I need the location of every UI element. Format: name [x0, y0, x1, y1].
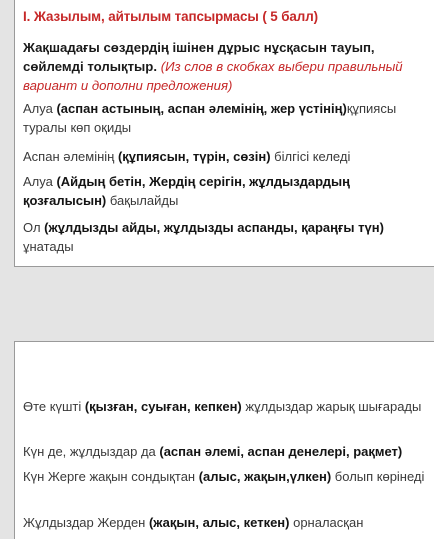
- sentence-options: (жұлдызды айды, жұлдызды аспанды, қараңғы түн): [44, 220, 384, 235]
- instruction-kazakh: Жақшадағы сөздердің ішінен дұрыс нұсқасын тауып, сөйлемді толықтыр.: [23, 40, 375, 74]
- page-gap: [0, 267, 434, 341]
- sentence-options: (алыс, жақын,үлкен): [198, 469, 332, 484]
- sentence-text-after: ұнатады: [23, 239, 74, 254]
- sentence-item: [23, 99, 430, 137]
- sentence-text-after: болып көрінеді: [331, 469, 425, 484]
- sentence-text-before: Жұлдыздар Жерден: [23, 515, 149, 530]
- task-heading: І. Жазылым, айтылым тапсырмасы ( 5 балл): [23, 9, 318, 24]
- sentence-text-before: Күн Жерге жақын сондықтан: [23, 469, 199, 484]
- task-instruction: [23, 38, 430, 95]
- sentence-options: (құпиясын, түрін, сөзін): [117, 149, 271, 164]
- sentence-text-before: Аспан әлемінің: [23, 149, 118, 164]
- sentence-item: [23, 397, 430, 416]
- sentence-text-after: құпиясы туралы көп оқиды: [23, 101, 397, 135]
- sentence-text-after: білгісі келеді: [270, 149, 351, 164]
- sentence-options: (жақын, алыс, кеткен): [148, 515, 290, 530]
- sentence-text-before: Өте күшті: [23, 399, 85, 414]
- worksheet-page-top: [14, 0, 434, 267]
- instruction-russian: (Из слов в скобках выбери правильный вариант и дополни предложения): [23, 59, 403, 93]
- sentence-text-before: Ол: [23, 220, 45, 235]
- sentence-options: (Айдың бетін, Жердің серігін, жұлдыздардың қозғалысын): [23, 174, 350, 208]
- sentence-options: (аспан астының, аспан әлемінің, жер үстінің): [56, 101, 347, 116]
- sentence-item: [23, 442, 430, 461]
- worksheet-page-bottom: [14, 341, 434, 539]
- sentence-item: [23, 147, 430, 166]
- sentence-text-after: бақылайды: [106, 193, 179, 208]
- sentence-item: [23, 513, 430, 532]
- sentence-item: [23, 172, 430, 210]
- sentence-options: (аспан әлемі, аспан денелері, рақмет): [159, 444, 403, 459]
- sentence-text-before: Күн де, жұлдыздар да: [23, 444, 160, 459]
- sentence-text-before: Алуа: [23, 101, 57, 116]
- sentence-item: [23, 467, 430, 486]
- sentence-text-before: Алуа: [23, 174, 57, 189]
- sentence-text-after: орналасқан: [289, 515, 364, 530]
- sentence-text-after: жұлдыздар жарық шығарады: [241, 399, 422, 414]
- sentence-options: (қызған, суыған, кепкен): [84, 399, 242, 414]
- sentence-item: [23, 218, 430, 256]
